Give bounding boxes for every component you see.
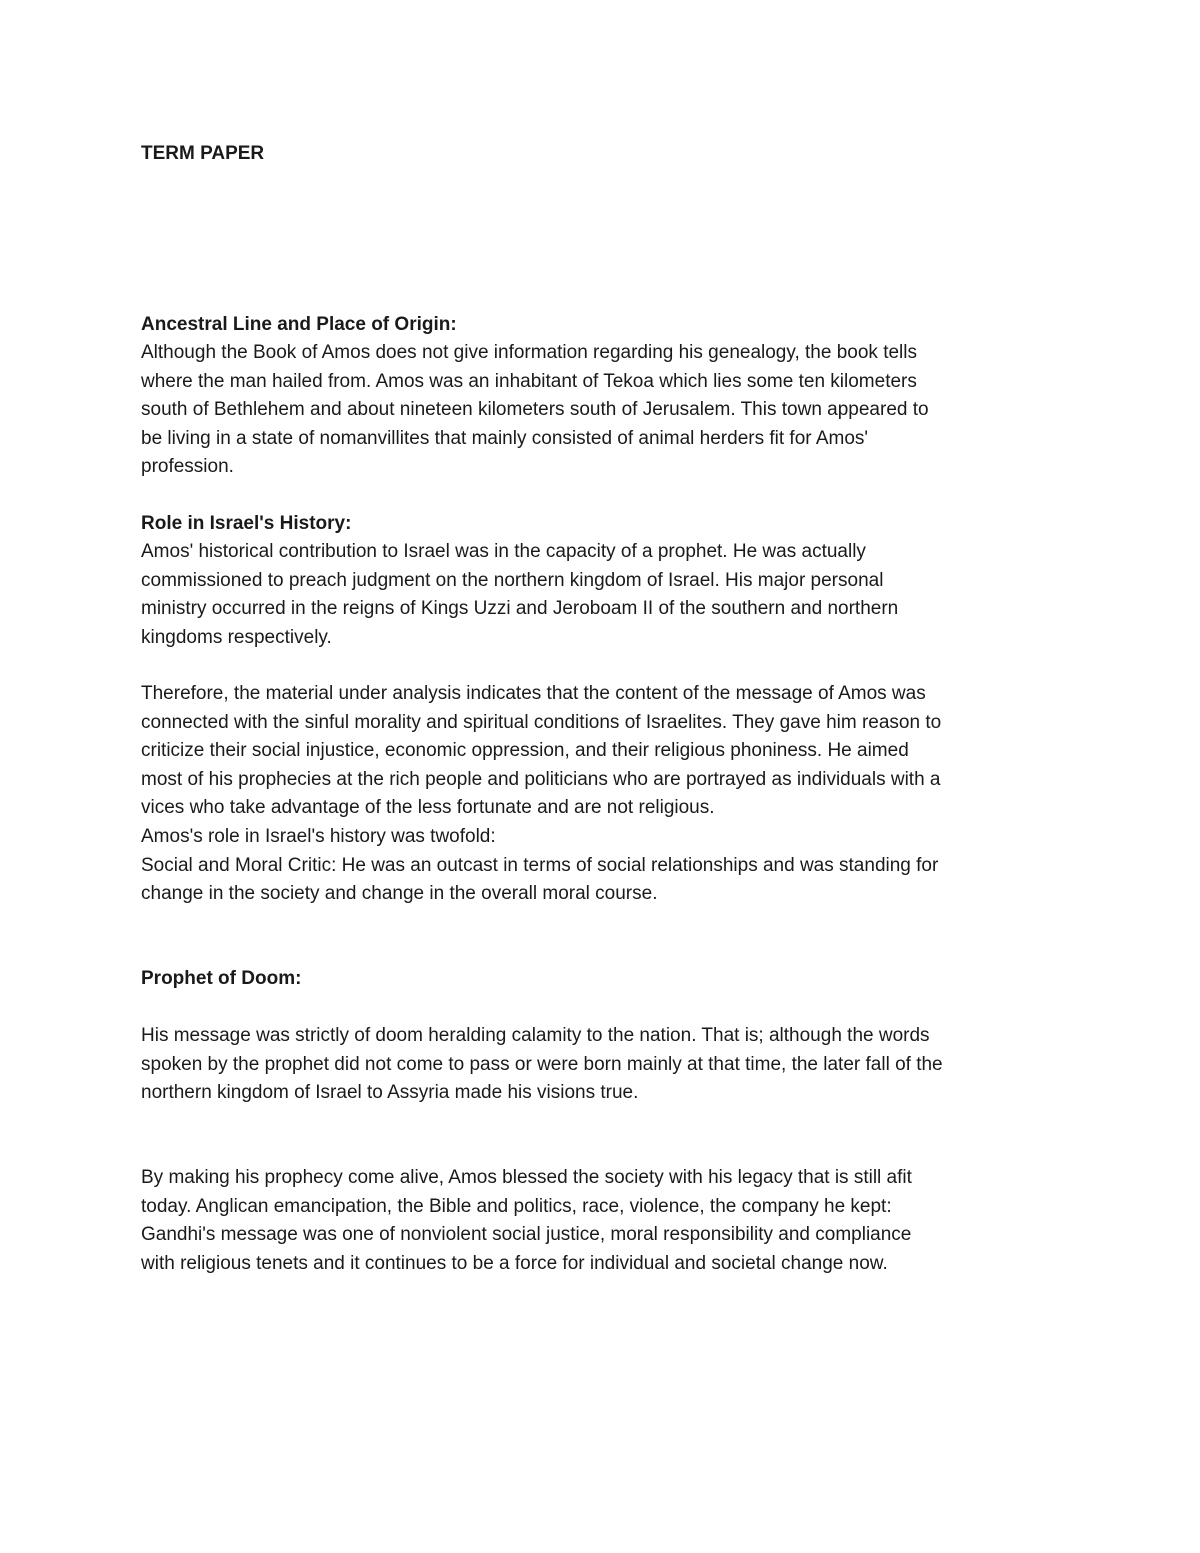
text-line: kingdoms respectively. [141,626,332,648]
text-line: Although the Book of Amos does not give information regarding his genealogy, the book tells [141,342,917,363]
text-line: connected with the sinful morality and spiritual conditions of Israelites. They gave him reason to [141,711,942,733]
text-line: vices who take advantage of the less fortunate and are not religious. [141,797,715,819]
text-line: today. Anglican emancipation, the Bible and politics, race, violence, the company he kept: [141,1195,892,1217]
paragraph-prophet-of-doom [141,1022,1061,1108]
text-line: change in the society and change in the overall moral course. [141,883,658,905]
text-line: His message was strictly of doom heralding calamity to the nation. That is; although the words [141,1025,930,1046]
text-line: Therefore, the material under analysis indicates that the content of the message of Amos was [141,683,926,704]
text-line: Social and Moral Critic: He was an outcast in terms of social relationships and was standing for [141,854,939,876]
text-line: profession. [141,456,234,478]
text-line: commissioned to preach judgment on the northern kingdom of Israel. His major personal [141,569,884,591]
text-line: northern kingdom of Israel to Assyria made his visions true. [141,1082,639,1104]
text-line: most of his prophecies at the rich people and politicians who are portrayed as individuals with a [141,768,941,790]
text-line: south of Bethlehem and about nineteen kilometers south of Jerusalem. This town appeared to [141,399,929,421]
text-line: be living in a state of nomanvillites that mainly consisted of animal herders fit for Amos' [141,427,869,449]
text-line: Amos' historical contribution to Israel was in the capacity of a prophet. He was actually [141,541,866,562]
text-line: criticize their social injustice, economic oppression, and their religious phoniness. He aimed [141,740,909,762]
text-line: Amos's role in Israel's history was twofold: [141,825,496,847]
paragraph-role-in-history [141,538,1061,652]
section-heading-role-in-history: Role in Israel's History: [141,513,352,534]
section-heading-ancestral-line: Ancestral Line and Place of Origin: [141,314,457,335]
document-title: TERM PAPER [141,143,265,164]
text-line: spoken by the prophet did not come to pass or were born mainly at that time, the later fall of the [141,1053,943,1075]
text-line: By making his prophecy come alive, Amos blessed the society with his legacy that is still afit [141,1167,912,1188]
paragraph-ancestral-line [141,339,1061,482]
text-line: with religious tenets and it continues to be a force for individual and societal change now. [141,1252,888,1274]
text-line: where the man hailed from. Amos was an inhabitant of Tekoa which lies some ten kilometers [141,370,917,392]
paragraph-legacy [141,1164,1061,1278]
paragraph-amos-message [141,680,1061,909]
section-heading-prophet-of-doom: Prophet of Doom: [141,968,302,989]
text-line: ministry occurred in the reigns of Kings Uzzi and Jeroboam II of the southern and northern [141,598,899,620]
text-line: Gandhi's message was one of nonviolent social justice, moral responsibility and compliance [141,1224,912,1246]
